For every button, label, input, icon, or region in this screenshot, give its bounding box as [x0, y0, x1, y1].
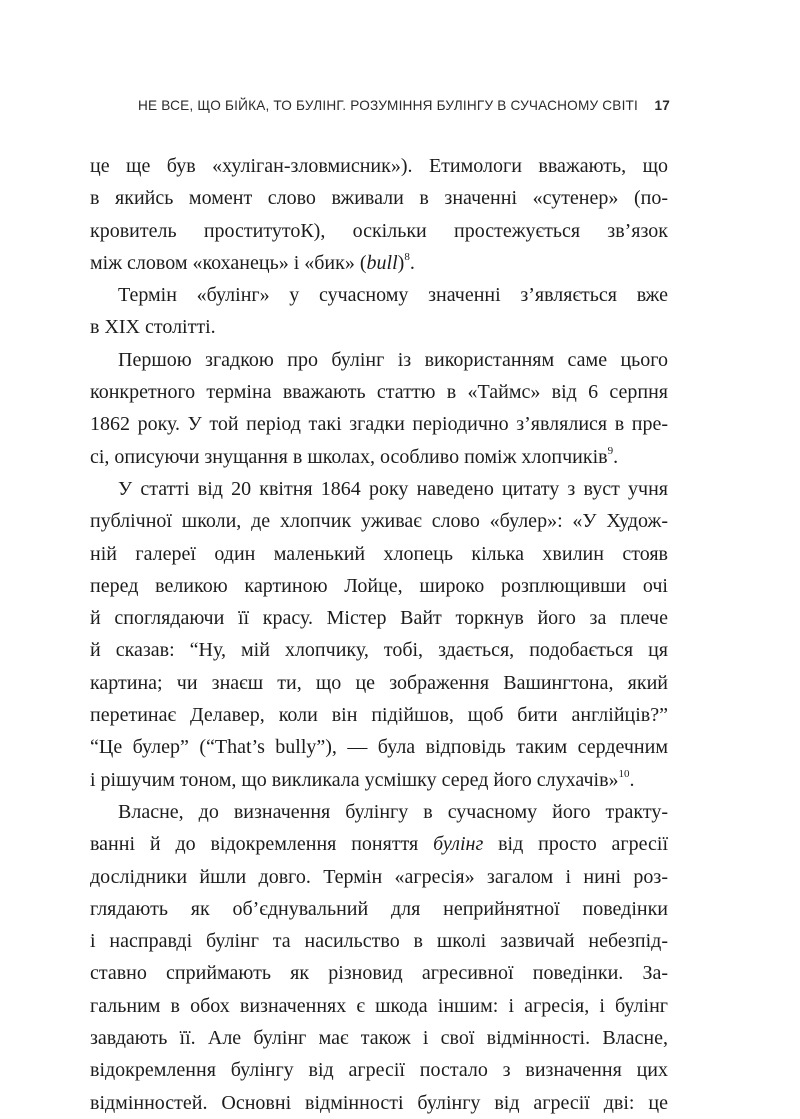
text-line: “Це булер” (“That’s bully”), — була відповідь таким сердечним — [90, 736, 668, 759]
text-line — [90, 764, 668, 796]
text-line: перед великою картиною Лойце, широко розплющивши очі — [90, 574, 668, 597]
text-line: відмінностей. Основні відмінності булінгу від агресії дві: це — [90, 1091, 668, 1114]
text-segment: ) — [397, 251, 405, 274]
text-segment: . — [629, 768, 635, 791]
text-line: в якийсь момент слово вживали в значенні «сутенер» (по- — [90, 187, 668, 210]
text-line: завдають її. Але булінг має також і свої відмінності. Власне, — [90, 1027, 668, 1050]
text-line: кровитель проститутоК), оскільки простежується зв’язок — [90, 219, 668, 242]
text-line: відокремлення булінгу від агресії постало з визначення цих — [90, 1059, 668, 1082]
text-line: дослідники йшли довго. Термін «агресія» загалом і нині роз- — [90, 865, 668, 888]
text-line: і насправді булінг та насильство в школі зазвичай небезпід- — [90, 930, 668, 953]
text-line: глядають як об’єднувальний для неприйнятної поведінки — [90, 897, 668, 920]
text-line: картина; чи знаєш ти, що це зображення Вашингтона, який — [90, 671, 668, 694]
text-line: публічної школи, де хлопчик уживає слово «булер»: «У Худож- — [90, 510, 668, 533]
text-line: Першою згадкою про булінг із використанням саме цього — [118, 348, 668, 371]
text-segment: . — [613, 445, 619, 468]
running-title: НЕ ВСЕ, ЩО БІЙКА, ТО БУЛІНГ. РОЗУМІННЯ БУЛІНГУ В СУЧАСНОМУ СВІТІ — [138, 98, 639, 113]
text-line: Власне, до визначення булінгу в сучасному його тракту- — [118, 800, 668, 823]
text-line: конкретного терміна вважають статтю в «Таймс» від 6 серпня — [90, 381, 668, 404]
text-line: й сказав: “Ну, мій хлопчику, тобі, здається, подобається ця — [90, 639, 668, 662]
footnote-marker[interactable]: 10 — [618, 767, 630, 780]
page-number: 17 — [654, 98, 670, 113]
text-line: ставно сприймають як різновид агресивної поведінки. За- — [90, 962, 668, 985]
text-line: ній галереї один маленький хлопець кілька хвилин стояв — [90, 542, 668, 565]
text-segment: сі, описуючи знущання в школах, особливо поміж хлопчиків — [90, 445, 608, 468]
text-line: Термін «булінг» у сучасному значенні з’являється вже — [118, 284, 668, 307]
text-line: У статті від 20 квітня 1864 року наведено цитату з вуст учня — [118, 477, 668, 500]
text-segment: ванні й до відокремлення поняття — [90, 833, 434, 856]
italic-term: булінг — [433, 833, 484, 856]
text-segment: від просто агресії — [483, 833, 668, 856]
footnote-marker[interactable]: 9 — [607, 444, 614, 457]
text-line — [90, 441, 668, 473]
text-segment: . — [409, 251, 415, 274]
body-text — [90, 150, 668, 1119]
text-segment: між словом «коханець» і «бик» ( — [90, 251, 367, 274]
text-line: й споглядаючи її красу. Містер Вайт торкнув його за плече — [90, 607, 668, 630]
text-line: перетинає Делавер, коли він підійшов, щоб бити англійців?” — [90, 704, 668, 727]
text-line — [90, 247, 668, 279]
text-line: в XIX столітті. — [90, 316, 216, 339]
text-line — [90, 828, 668, 860]
running-header — [128, 98, 670, 120]
text-line: 1862 року. У той період такі згадки періодично з’являлися в пре- — [90, 413, 668, 436]
footnote-marker[interactable]: 8 — [404, 250, 410, 263]
text-segment: і рішучим тоном, що викликала усмішку серед його слухачів» — [90, 768, 619, 791]
text-line: це ще був «хуліган-зловмисник»). Етимологи вважають, що — [90, 155, 668, 177]
italic-term: bull — [366, 251, 398, 274]
text-line: гальним в обох визначеннях є шкода іншим: і агресія, і булінг — [90, 994, 668, 1017]
